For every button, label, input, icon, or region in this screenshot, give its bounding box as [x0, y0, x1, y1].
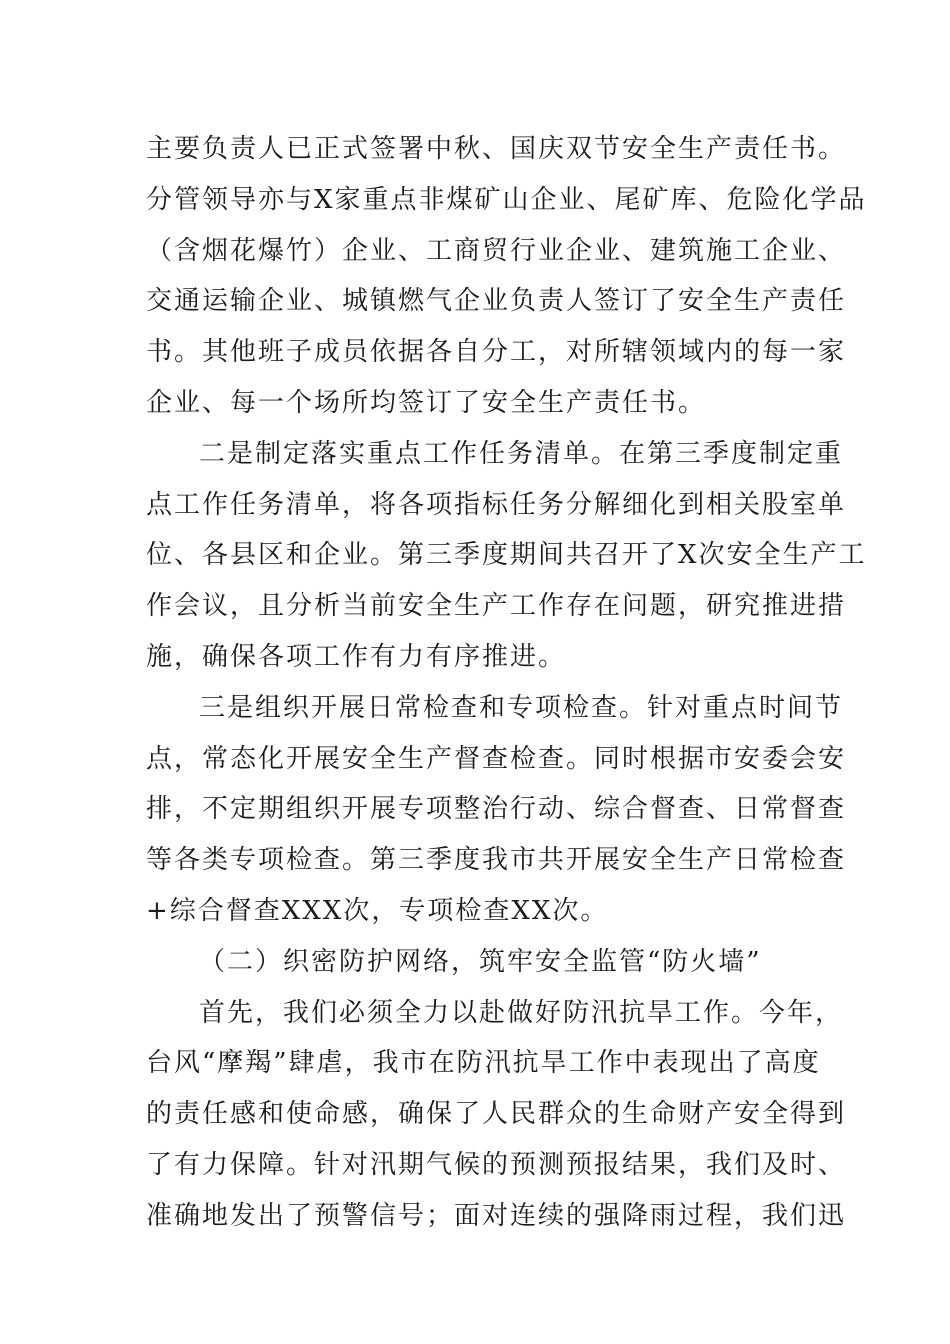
text-line: 分管领导亦与X家重点非煤矿山企业、尾矿库、危险化学品 [146, 184, 867, 215]
text-line: 点，常态化开展安全生产督查检查。同时根据市安委会安 [146, 743, 847, 774]
text-line: 书。其他班子成员依据各自分工，对所辖领域内的每一家 [146, 337, 847, 368]
text-line: 主要负责人已正式签署中秋、国庆双节安全生产责任书。 [146, 134, 847, 164]
text-line: 位、各县区和企业。第三季度期间共召开了X次安全生产工 [146, 540, 867, 571]
text-line: +综合督查XXX次，专项检查XX次。 [146, 895, 609, 926]
text-line: 准确地发出了预警信号；面对连续的强降雨过程，我们迅 [146, 1200, 847, 1231]
paragraph-start-line: 三是组织开展日常检查和专项检查。针对重点时间节 [199, 692, 844, 723]
text-line: 的责任感和使命感，确保了人民群众的生命财产安全得到 [146, 1099, 847, 1130]
text-line: 交通运输企业、城镇燃气企业负责人签订了安全生产责任 [146, 286, 847, 317]
paragraph-start-line: 二是制定落实重点工作任务清单。在第三季度制定重 [199, 438, 844, 469]
text-line: 作会议，且分析当前安全生产工作存在问题，研究推进措 [146, 591, 847, 622]
document-body [146, 124, 867, 1242]
text-line: 点工作任务清单，将各项指标任务分解细化到相关股室单 [146, 489, 847, 520]
text-line: 企业、每一个场所均签订了安全生产责任书。 [146, 387, 707, 418]
text-line: （含烟花爆竹）企业、工商贸行业企业、建筑施工企业、 [146, 235, 847, 266]
text-line: 了有力保障。针对汛期气候的预测预报结果，我们及时、 [146, 1149, 847, 1180]
text-line: 等各类专项检查。第三季度我市共开展安全生产日常检查 [146, 845, 847, 876]
section-heading: （二）织密防护网络，筑牢安全监管“防火墙” [199, 946, 762, 977]
text-line: 台风“摩羯”肆虐，我市在防汛抗旱工作中表现出了高度 [146, 1048, 821, 1079]
text-line: 施，确保各项工作有力有序推进。 [146, 641, 567, 672]
paragraph-start-line: 首先，我们必须全力以赴做好防汛抗旱工作。今年， [199, 997, 844, 1028]
text-line: 排，不定期组织开展专项整治行动、综合督查、日常督查 [146, 794, 847, 825]
